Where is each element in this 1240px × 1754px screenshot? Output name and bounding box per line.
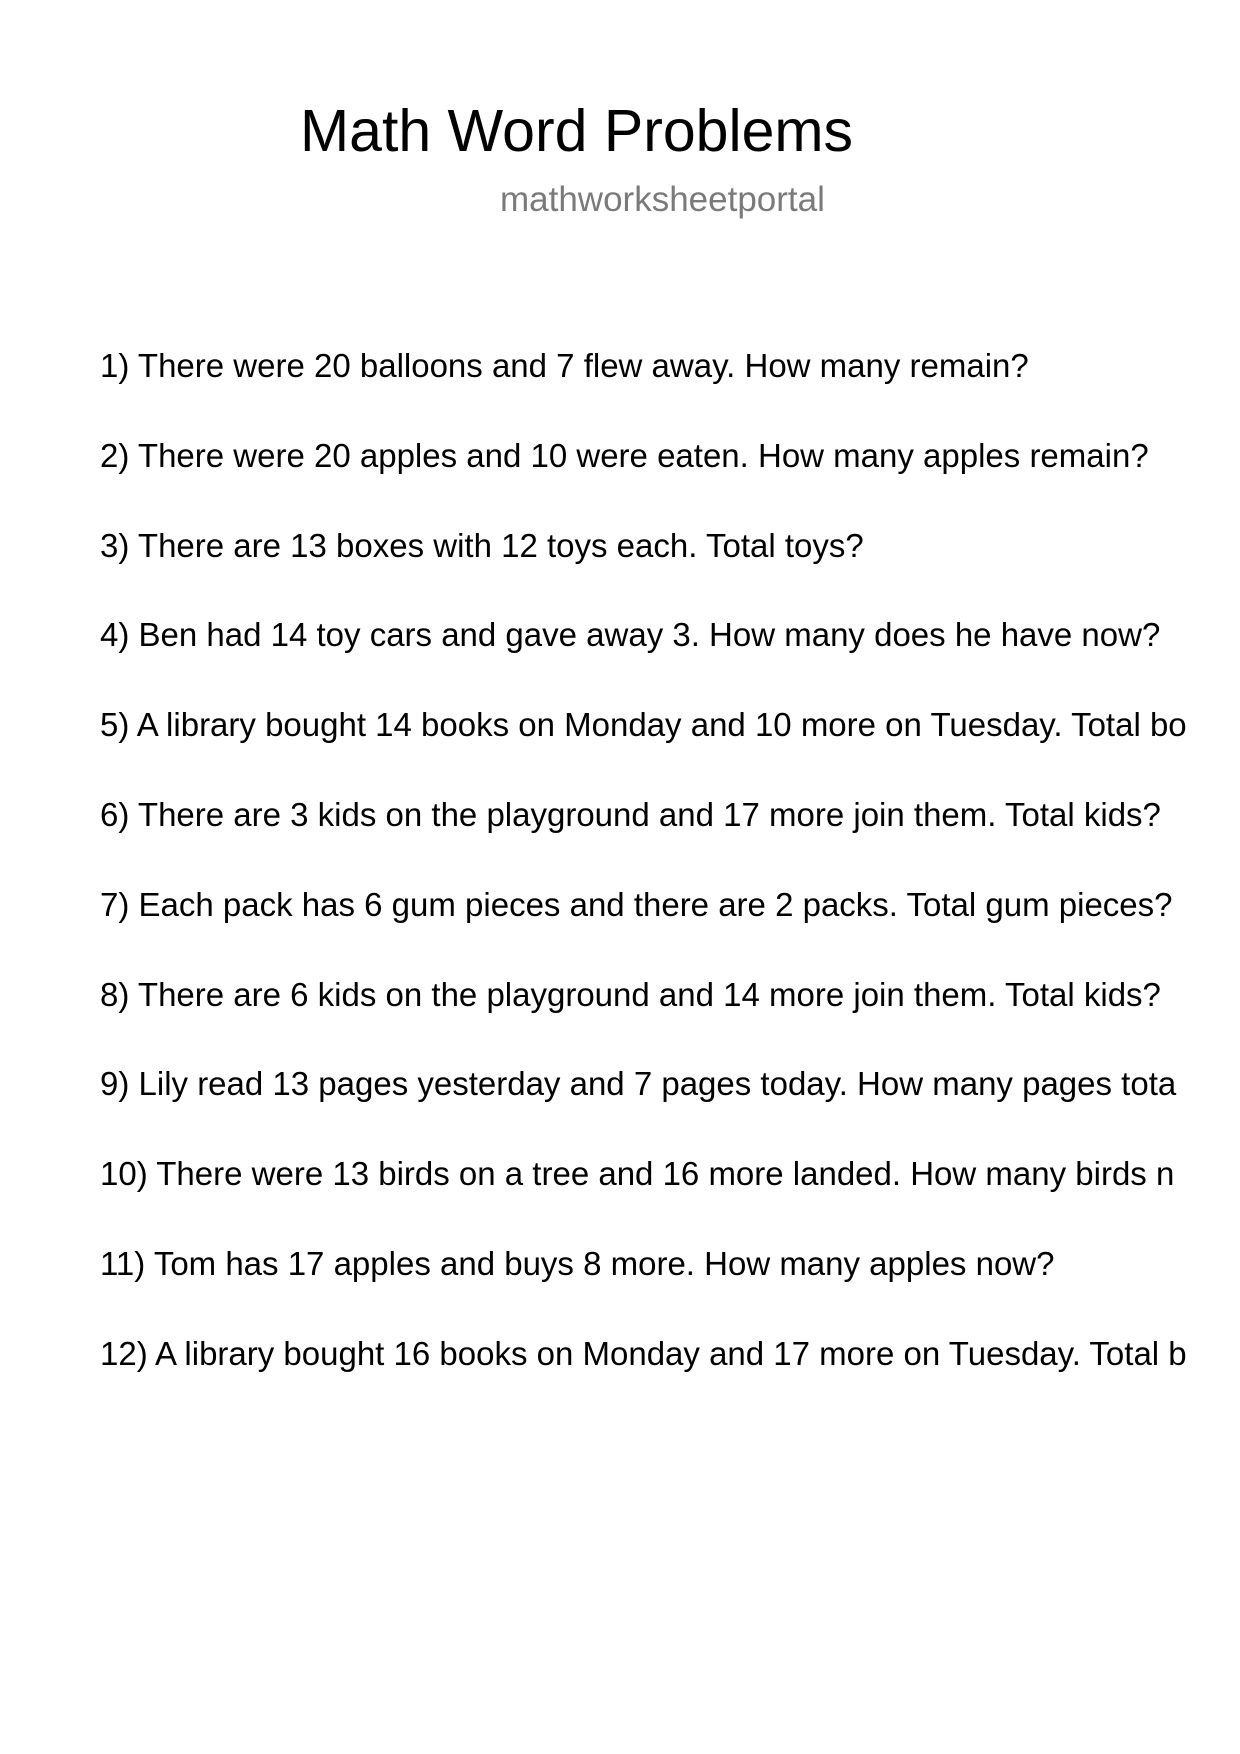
problem-item-7: 7) Each pack has 6 gum pieces and there are 2 packs. Total gum pieces? — [100, 885, 1173, 923]
problem-item-5: 5) A library bought 14 books on Monday and 10 more on Tuesday. Total bo — [100, 706, 1187, 744]
problem-item-10: 10) There were 13 birds on a tree and 16 more landed. How many birds n — [100, 1155, 1175, 1193]
problem-item-3: 3) There are 13 boxes with 12 toys each. Total toys? — [100, 526, 864, 564]
page-subtitle: mathworksheetportal — [500, 180, 825, 219]
problem-item-4: 4) Ben had 14 toy cars and gave away 3. How many does he have now? — [100, 616, 1161, 654]
page-title: Math Word Problems — [300, 98, 854, 164]
problem-list — [100, 346, 1240, 1424]
problem-item-6: 6) There are 3 kids on the playground and 17 more join them. Total kids? — [100, 795, 1161, 833]
problem-item-2: 2) There were 20 apples and 10 were eaten. How many apples remain? — [100, 436, 1149, 474]
problem-item-12: 12) A library bought 16 books on Monday and 17 more on Tuesday. Total b — [100, 1334, 1187, 1372]
problem-item-9: 9) Lily read 13 pages yesterday and 7 pages today. How many pages tota — [100, 1065, 1177, 1103]
problem-item-8: 8) There are 6 kids on the playground and 14 more join them. Total kids? — [100, 975, 1161, 1013]
problem-item-11: 11) Tom has 17 apples and buys 8 more. How many apples now? — [100, 1244, 1055, 1282]
problem-item-1: 1) There were 20 balloons and 7 flew away. How many remain? — [100, 347, 1029, 384]
